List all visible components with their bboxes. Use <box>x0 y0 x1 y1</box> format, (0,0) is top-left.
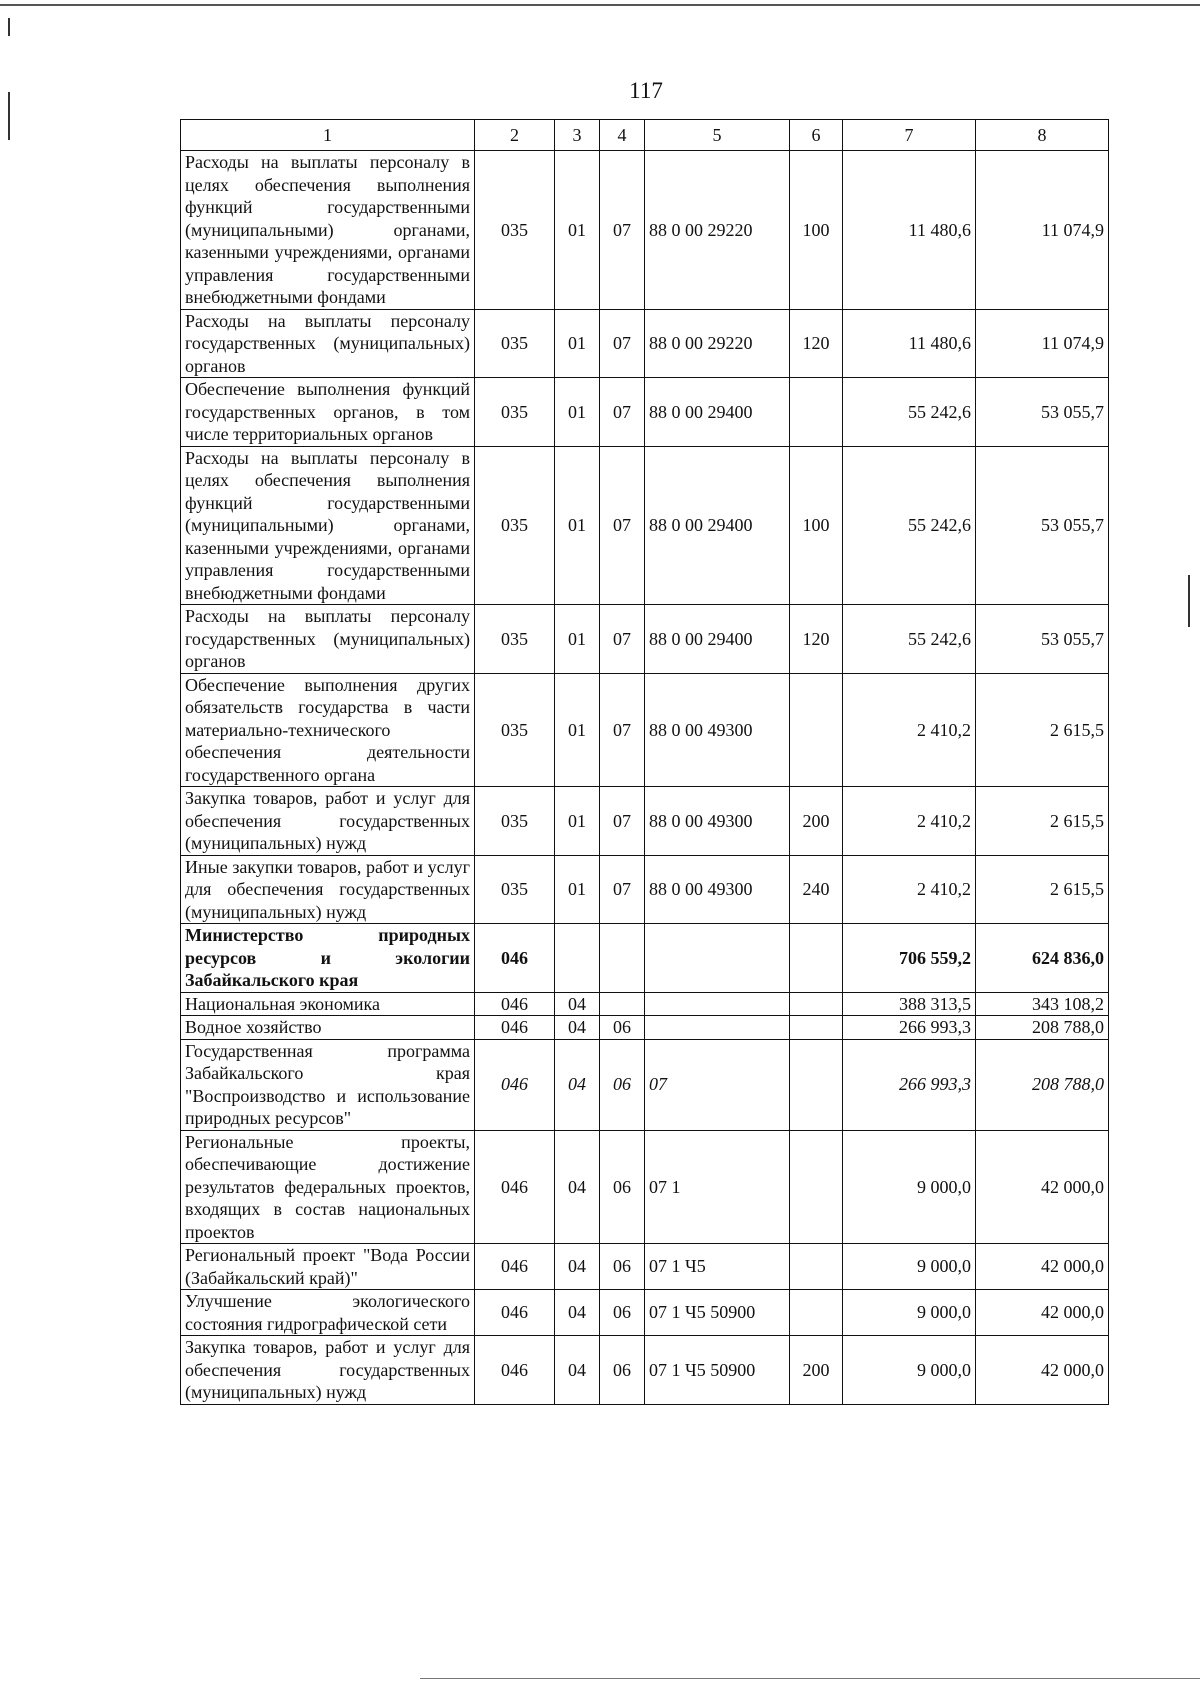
table-row <box>181 309 1109 378</box>
amount-col-7: 706 559,2 <box>843 924 976 993</box>
section-code: 01 <box>555 446 600 605</box>
scan-edge-bottom <box>420 1678 1200 1679</box>
ministry-code: 046 <box>475 1336 555 1405</box>
section-code: 04 <box>555 1039 600 1130</box>
table-row <box>181 605 1109 674</box>
section-code: 01 <box>555 787 600 856</box>
ministry-code: 046 <box>475 1290 555 1336</box>
ministry-code: 035 <box>475 855 555 924</box>
target-article-code: 07 1 Ч5 <box>645 1244 790 1290</box>
column-header: 8 <box>976 120 1109 151</box>
subsection-code: 07 <box>600 309 645 378</box>
ministry-code: 046 <box>475 1039 555 1130</box>
ministry-code: 046 <box>475 924 555 993</box>
ministry-code: 035 <box>475 787 555 856</box>
expense-type-code: 120 <box>790 309 843 378</box>
subsection-code: 07 <box>600 151 645 310</box>
ministry-code: 046 <box>475 992 555 1016</box>
expense-type-code <box>790 378 843 447</box>
amount-col-8: 2 615,5 <box>976 855 1109 924</box>
expense-type-code <box>790 1039 843 1130</box>
table-row <box>181 992 1109 1016</box>
expense-name: Расходы на выплаты персоналу в целях обеспечения выполнения функций государственными (муниципальными) органами, казенными учреждениями, органами управления государственными внебюджетными фондами <box>181 151 475 310</box>
section-code: 04 <box>555 1130 600 1244</box>
scan-mark <box>1188 575 1190 627</box>
expense-name: Региональные проекты, обеспечивающие достижение результатов федеральных проектов, входящих в состав национальных проектов <box>181 1130 475 1244</box>
target-article-code: 88 0 00 29220 <box>645 151 790 310</box>
column-header: 2 <box>475 120 555 151</box>
subsection-code: 07 <box>600 787 645 856</box>
subsection-code: 06 <box>600 1336 645 1405</box>
table-row <box>181 1130 1109 1244</box>
amount-col-7: 9 000,0 <box>843 1336 976 1405</box>
expense-type-code <box>790 673 843 787</box>
expense-name: Водное хозяйство <box>181 1016 475 1040</box>
target-article-code <box>645 992 790 1016</box>
section-code: 01 <box>555 309 600 378</box>
target-article-code: 88 0 00 49300 <box>645 855 790 924</box>
amount-col-8: 42 000,0 <box>976 1290 1109 1336</box>
column-header: 5 <box>645 120 790 151</box>
table-row <box>181 673 1109 787</box>
table-row <box>181 151 1109 310</box>
amount-col-7: 2 410,2 <box>843 673 976 787</box>
amount-col-7: 55 242,6 <box>843 378 976 447</box>
target-article-code: 07 1 Ч5 50900 <box>645 1290 790 1336</box>
ministry-code: 035 <box>475 446 555 605</box>
header-row <box>181 120 1109 151</box>
target-article-code: 88 0 00 29220 <box>645 309 790 378</box>
amount-col-8: 2 615,5 <box>976 673 1109 787</box>
amount-col-8: 208 788,0 <box>976 1039 1109 1130</box>
section-code: 01 <box>555 605 600 674</box>
subsection-code <box>600 992 645 1016</box>
subsection-code: 06 <box>600 1016 645 1040</box>
section-code: 04 <box>555 992 600 1016</box>
expense-type-code <box>790 924 843 993</box>
subsection-code: 06 <box>600 1244 645 1290</box>
section-code: 04 <box>555 1244 600 1290</box>
subsection-code: 06 <box>600 1130 645 1244</box>
scan-edge-top <box>0 4 1200 6</box>
amount-col-7: 9 000,0 <box>843 1290 976 1336</box>
amount-col-7: 55 242,6 <box>843 605 976 674</box>
amount-col-7: 11 480,6 <box>843 151 976 310</box>
target-article-code <box>645 924 790 993</box>
table-row <box>181 1336 1109 1405</box>
target-article-code: 07 1 <box>645 1130 790 1244</box>
expense-type-code: 100 <box>790 151 843 310</box>
column-header: 4 <box>600 120 645 151</box>
amount-col-8: 42 000,0 <box>976 1130 1109 1244</box>
amount-col-7: 266 993,3 <box>843 1016 976 1040</box>
expense-name: Улучшение экологического состояния гидрографической сети <box>181 1290 475 1336</box>
expense-name: Закупка товаров, работ и услуг для обеспечения государственных (муниципальных) нужд <box>181 787 475 856</box>
table-row <box>181 1016 1109 1040</box>
subsection-code: 07 <box>600 605 645 674</box>
expense-type-code: 240 <box>790 855 843 924</box>
column-header: 6 <box>790 120 843 151</box>
amount-col-7: 388 313,5 <box>843 992 976 1016</box>
expense-name: Государственная программа Забайкальского края "Воспроизводство и использование природных ресурсов" <box>181 1039 475 1130</box>
column-header: 1 <box>181 120 475 151</box>
target-article-code: 88 0 00 49300 <box>645 787 790 856</box>
table-row <box>181 924 1109 993</box>
target-article-code: 88 0 00 29400 <box>645 378 790 447</box>
ministry-code: 046 <box>475 1130 555 1244</box>
ministry-code: 046 <box>475 1016 555 1040</box>
table-row <box>181 855 1109 924</box>
section-code: 01 <box>555 378 600 447</box>
expense-name: Национальная экономика <box>181 992 475 1016</box>
column-header: 3 <box>555 120 600 151</box>
expense-type-code <box>790 1016 843 1040</box>
amount-col-8: 343 108,2 <box>976 992 1109 1016</box>
section-code: 01 <box>555 673 600 787</box>
target-article-code: 07 1 Ч5 50900 <box>645 1336 790 1405</box>
amount-col-8: 42 000,0 <box>976 1244 1109 1290</box>
expense-name: Региональный проект "Вода России (Забайкальский край)" <box>181 1244 475 1290</box>
ministry-code: 035 <box>475 673 555 787</box>
expense-type-code <box>790 992 843 1016</box>
amount-col-8: 53 055,7 <box>976 605 1109 674</box>
section-code: 04 <box>555 1290 600 1336</box>
amount-col-7: 11 480,6 <box>843 309 976 378</box>
target-article-code <box>645 1016 790 1040</box>
expense-type-code <box>790 1130 843 1244</box>
subsection-code: 06 <box>600 1290 645 1336</box>
table-row <box>181 1039 1109 1130</box>
section-code <box>555 924 600 993</box>
amount-col-7: 2 410,2 <box>843 855 976 924</box>
expense-name: Иные закупки товаров, работ и услуг для обеспечения государственных (муниципальных) нужд <box>181 855 475 924</box>
expense-name: Обеспечение выполнения функций государственных органов, в том числе территориальных органов <box>181 378 475 447</box>
expense-name: Закупка товаров, работ и услуг для обеспечения государственных (муниципальных) нужд <box>181 1336 475 1405</box>
amount-col-8: 42 000,0 <box>976 1336 1109 1405</box>
subsection-code: 07 <box>600 446 645 605</box>
ministry-code: 035 <box>475 378 555 447</box>
ministry-code: 035 <box>475 309 555 378</box>
expense-name: Министерство природных ресурсов и экологии Забайкальского края <box>181 924 475 993</box>
table-row <box>181 1244 1109 1290</box>
expense-name: Обеспечение выполнения других обязательств государства в части материально-технического обеспечения деятельности государственного органа <box>181 673 475 787</box>
target-article-code: 88 0 00 49300 <box>645 673 790 787</box>
ministry-code: 046 <box>475 1244 555 1290</box>
page-number: 117 <box>629 78 663 103</box>
expense-type-code: 200 <box>790 1336 843 1405</box>
amount-col-8: 624 836,0 <box>976 924 1109 993</box>
amount-col-8: 53 055,7 <box>976 378 1109 447</box>
expense-type-code: 200 <box>790 787 843 856</box>
ministry-code: 035 <box>475 605 555 674</box>
budget-table <box>180 119 1109 1405</box>
expense-type-code: 100 <box>790 446 843 605</box>
ministry-code: 035 <box>475 151 555 310</box>
amount-col-7: 2 410,2 <box>843 787 976 856</box>
subsection-code: 06 <box>600 1039 645 1130</box>
expense-name: Расходы на выплаты персоналу в целях обеспечения выполнения функций государственными (муниципальными) органами, казенными учреждениями, органами управления государственными внебюджетными фондами <box>181 446 475 605</box>
expense-name: Расходы на выплаты персоналу государственных (муниципальных) органов <box>181 309 475 378</box>
table-row <box>181 787 1109 856</box>
expense-type-code <box>790 1244 843 1290</box>
table-row <box>181 446 1109 605</box>
table-row <box>181 378 1109 447</box>
amount-col-8: 11 074,9 <box>976 309 1109 378</box>
subsection-code: 07 <box>600 673 645 787</box>
target-article-code: 07 <box>645 1039 790 1130</box>
expense-name: Расходы на выплаты персоналу государственных (муниципальных) органов <box>181 605 475 674</box>
target-article-code: 88 0 00 29400 <box>645 605 790 674</box>
expense-type-code: 120 <box>790 605 843 674</box>
amount-col-7: 55 242,6 <box>843 446 976 605</box>
subsection-code: 07 <box>600 855 645 924</box>
subsection-code <box>600 924 645 993</box>
amount-col-7: 266 993,3 <box>843 1039 976 1130</box>
column-header: 7 <box>843 120 976 151</box>
subsection-code: 07 <box>600 378 645 447</box>
target-article-code: 88 0 00 29400 <box>645 446 790 605</box>
amount-col-8: 208 788,0 <box>976 1016 1109 1040</box>
amount-col-8: 2 615,5 <box>976 787 1109 856</box>
section-code: 04 <box>555 1336 600 1405</box>
amount-col-8: 53 055,7 <box>976 446 1109 605</box>
expense-type-code <box>790 1290 843 1336</box>
table-row <box>181 1290 1109 1336</box>
section-code: 04 <box>555 1016 600 1040</box>
amount-col-7: 9 000,0 <box>843 1130 976 1244</box>
scan-mark <box>8 18 10 36</box>
section-code: 01 <box>555 855 600 924</box>
amount-col-7: 9 000,0 <box>843 1244 976 1290</box>
amount-col-8: 11 074,9 <box>976 151 1109 310</box>
section-code: 01 <box>555 151 600 310</box>
